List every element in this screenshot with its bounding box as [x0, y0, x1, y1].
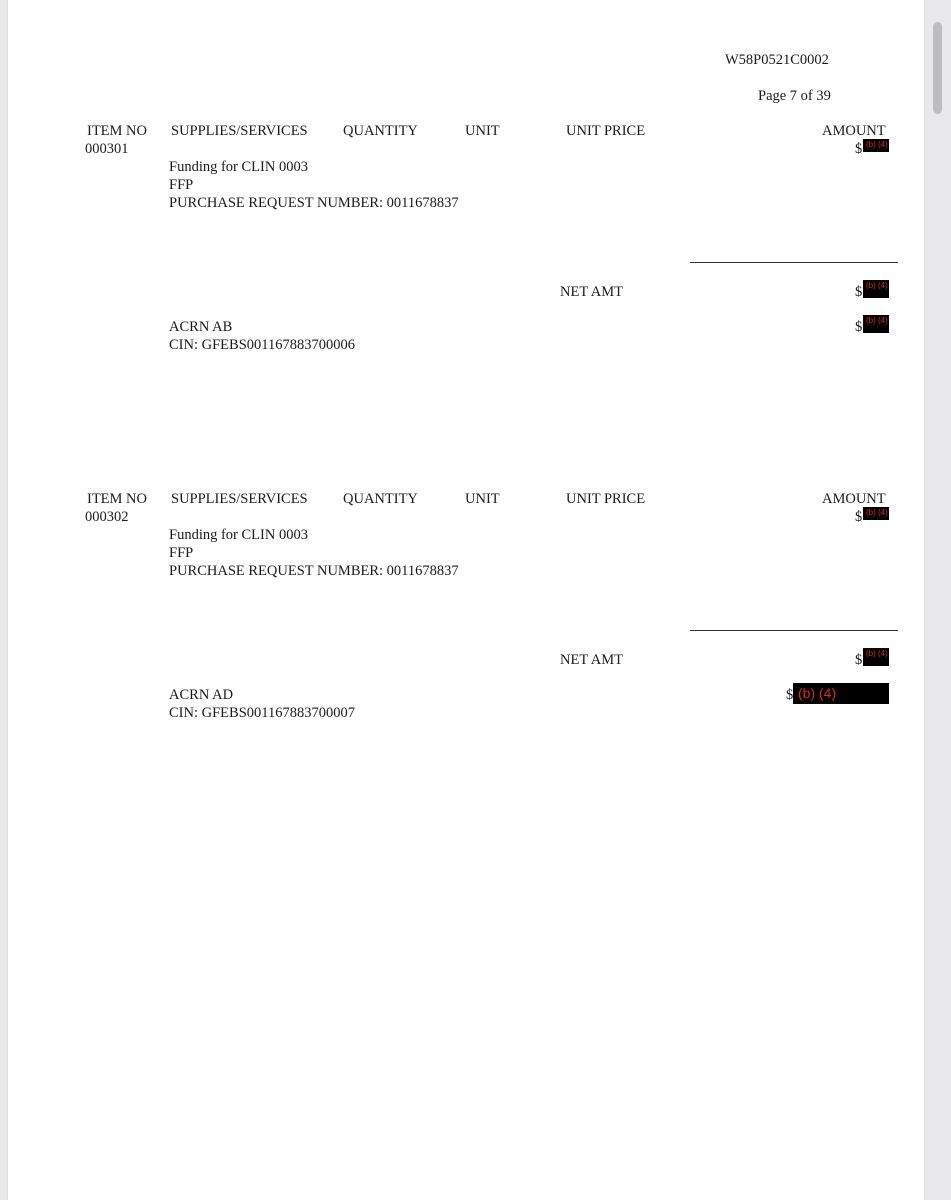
acrn-currency: $ [855, 319, 863, 335]
column-header-unit: UNIT [465, 123, 500, 139]
acrn-redaction: (b) (4) [863, 315, 889, 333]
item-description-line: PURCHASE REQUEST NUMBER: 0011678837 [169, 195, 459, 211]
item-number: 000301 [85, 141, 129, 157]
acrn-currency: $ [786, 687, 794, 703]
column-header-unit-price: UNIT PRICE [566, 491, 646, 507]
document-page [8, 0, 924, 1200]
net-amt-redaction: (b) (4) [863, 280, 889, 298]
column-header-supplies: SUPPLIES/SERVICES [171, 123, 308, 139]
net-amt-redaction: (b) (4) [863, 648, 889, 666]
net-amt-currency: $ [855, 652, 863, 668]
column-header-quantity: QUANTITY [343, 491, 418, 507]
item-description-line: Funding for CLIN 0003 [169, 527, 308, 543]
acrn-label: ACRN AB [169, 319, 233, 335]
item-description-line: FFP [169, 177, 194, 193]
column-header-unit: UNIT [465, 491, 500, 507]
cin-label: CIN: GFEBS001167883700006 [169, 337, 355, 353]
column-header-unit-price: UNIT PRICE [566, 123, 646, 139]
vertical-scrollbar[interactable] [933, 22, 942, 114]
amount-redaction: (b) (4) [863, 139, 889, 152]
column-header-supplies: SUPPLIES/SERVICES [171, 491, 308, 507]
acrn-label: ACRN AD [169, 687, 234, 703]
net-amt-currency: $ [855, 284, 863, 300]
item-description-line: PURCHASE REQUEST NUMBER: 0011678837 [169, 563, 459, 579]
amount-currency: $ [855, 509, 863, 525]
net-amt-label: NET AMT [560, 652, 623, 668]
column-header-quantity: QUANTITY [343, 123, 418, 139]
item-description-line: Funding for CLIN 0003 [169, 159, 308, 175]
net-amt-label: NET AMT [560, 284, 623, 300]
amount-rule [690, 630, 898, 631]
column-header-item-no: ITEM NO [87, 491, 148, 507]
item-description-line: FFP [169, 545, 194, 561]
column-header-amount: AMOUNT [822, 491, 886, 507]
column-header-item-no: ITEM NO [87, 123, 148, 139]
page-number: Page 7 of 39 [758, 88, 831, 104]
contract-number: W58P0521C0002 [725, 52, 829, 68]
cin-label: CIN: GFEBS001167883700007 [169, 705, 355, 721]
acrn-redaction: (b) (4) [793, 683, 889, 704]
amount-rule [690, 262, 898, 263]
column-header-amount: AMOUNT [822, 123, 886, 139]
item-number: 000302 [85, 509, 129, 525]
amount-currency: $ [855, 141, 863, 157]
amount-redaction: (b) (4) [863, 507, 889, 520]
